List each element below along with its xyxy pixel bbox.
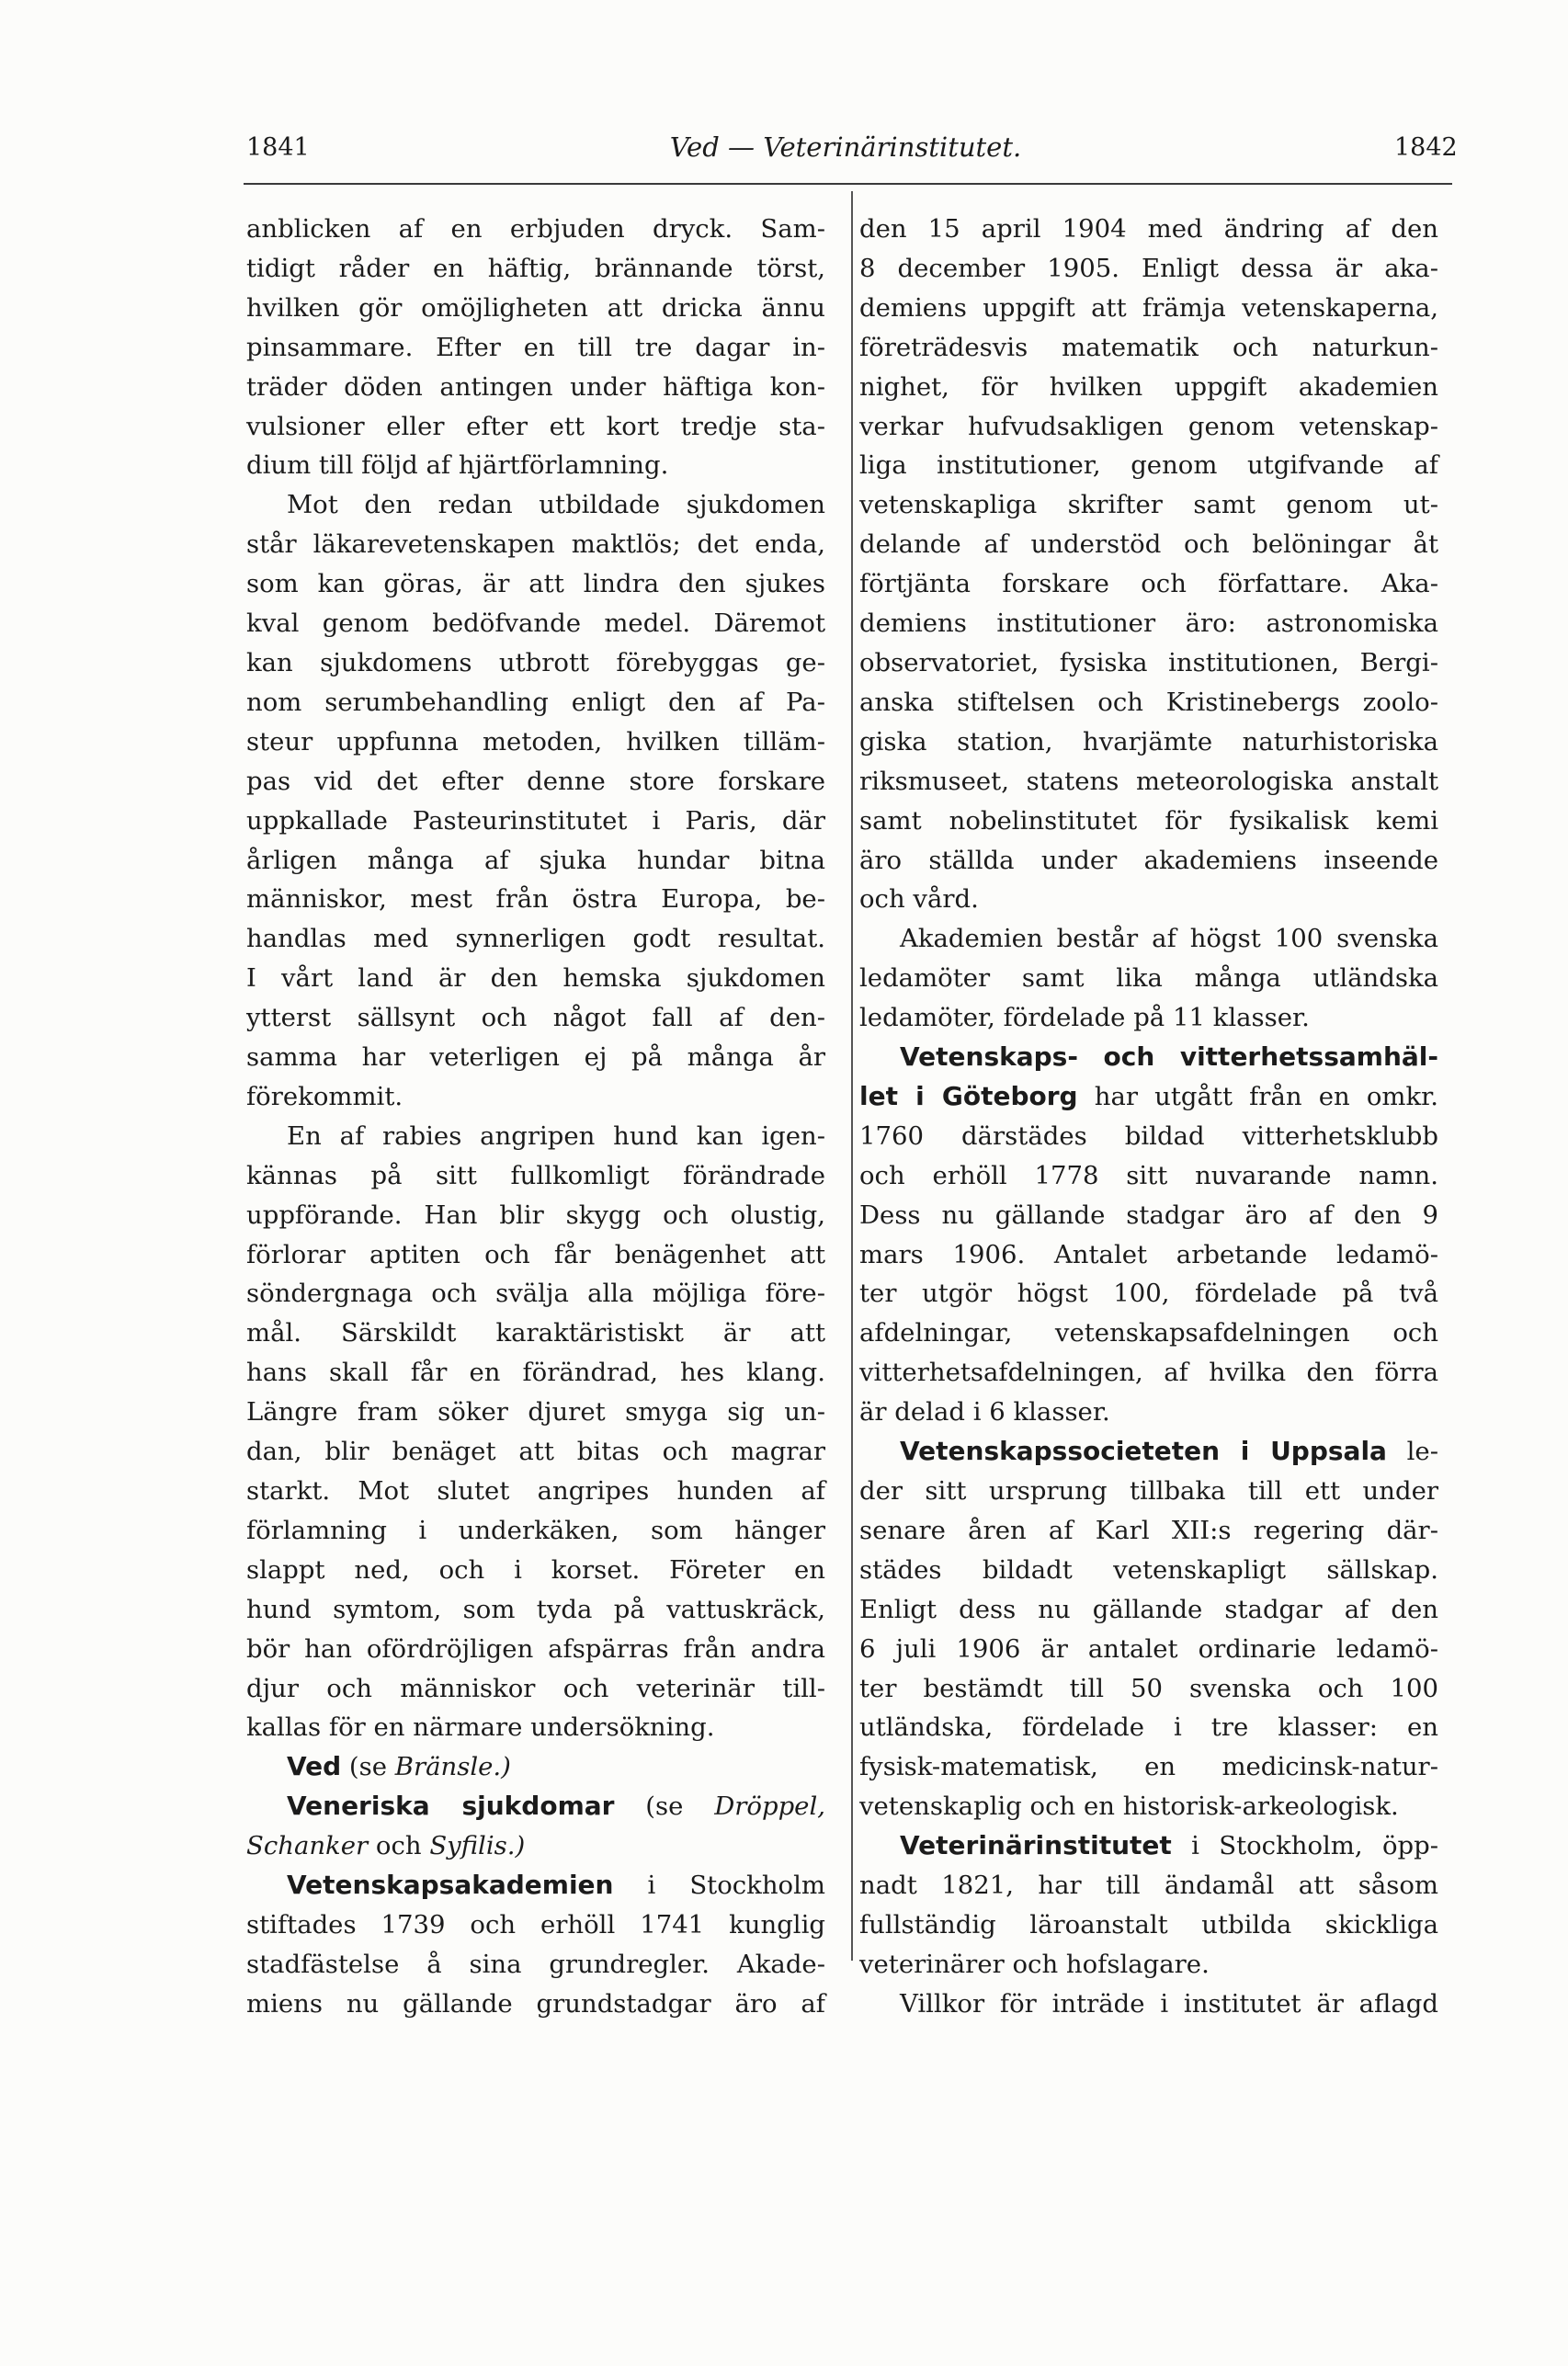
text-line: hund symtom, som tyda på vattuskräck, [246,1594,825,1624]
text-line: demiens uppgift att främja vetenskaperna, [859,292,1438,323]
text-line: kan sjukdomens utbrott förebyggas ge- [246,647,825,677]
text-line: bör han ofördröjligen afspärras från andra [246,1633,825,1664]
text-line: som kan göras, är att lindra den sjukes [246,569,825,599]
text-line: observatoriet, fysiska institutionen, Bergi- [859,647,1438,677]
text-line: stadfästelse å sina grundregler. Akade- [246,1949,825,1979]
entry-term: Ved [287,1751,342,1782]
entry-term: Vetenskapssocieteten i Uppsala [900,1436,1387,1467]
text-line: är delad i 6 klasser. [859,1397,1110,1428]
text-line: 6 juli 1906 är antalet ordinarie ledamö- [859,1633,1438,1664]
text-line: I vårt land är den hemska sjukdomen [246,963,825,994]
text-line: står läkarevetenskapen maktlös; det enda, [246,529,825,560]
text-line: Villkor för inträde i institutet är aflagd [900,1988,1438,2019]
text-line: demiens institutioner äro: astronomiska [859,609,1438,639]
text-line: människor, mest från östra Europa, be- [246,884,825,915]
text-line: hvilken gör omöjligheten att dricka ännu [246,292,825,323]
text-line: årligen många af sjuka hundar bitna [246,845,825,875]
text-line: ter utgör högst 100, fördelade på två [859,1279,1438,1309]
text-line: slappt ned, och i korset. Företer en [246,1554,825,1585]
text-line: dium till följd af hjärtförlamning. [246,450,669,481]
cross-reference: Bränsle.) [394,1752,511,1782]
text-line: Akademien består af högst 100 svenska [900,924,1438,954]
text-line: miens nu gällande grundstadgar äro af [246,1988,825,2019]
text-line: söndergnaga och svälja alla möjliga före- [246,1279,825,1309]
text-line: vetenskaplig och en historisk-arkeologisk. [859,1792,1399,1822]
text-line: handlas med synnerligen godt resultat. [246,924,825,954]
entry-term: Vetenskaps- och vitterhetssamhäl- [900,1041,1438,1073]
text-line: uppkallade Pasteurinstitutet i Paris, där [246,805,825,836]
text-line: pinsammare. Efter en till tre dagar in- [246,332,825,362]
text-line: mars 1906. Antalet arbetande ledamö- [859,1239,1438,1269]
text-line: fullständig läroanstalt utbilda skickliga [859,1909,1438,1939]
text-line: starkt. Mot slutet angripes hunden af [246,1476,825,1506]
text-line: hans skall får en förändrad, hes klang. [246,1358,825,1388]
paragraph [246,1117,825,1748]
text-line: utländska, fördelade i tre klasser: en [859,1712,1438,1743]
text-line: djur och människor och veterinär till- [246,1673,825,1703]
text-line: äro ställda under akademiens inseende [859,845,1438,875]
paragraph [859,210,1438,919]
header-rule [244,183,1452,185]
text-line: Längre fram söker djuret smyga sig un- [246,1397,825,1428]
text-line: och erhöll 1778 sitt nuvarande namn. [859,1160,1438,1190]
text-line: städes bildadt vetenskapligt sällskap. [859,1554,1438,1585]
text-line: kännas på sitt fullkomligt förändrade [246,1160,825,1190]
paragraph [859,1985,1438,2024]
text-line: pas vid det efter denne store forskare [246,766,825,796]
entry-term: Veneriska sjukdomar [287,1791,615,1822]
text-line: fysisk-matematisk, en medicinsk-natur- [859,1752,1438,1782]
entry-vetenskapsakademien: Vetenskapsakademien i Stockholm stiftades 1739 och erhöll 1741 kunglig stadfästelse å sina grundregler. Akade- miens nu gällande grundstadgar äro af [246,1866,825,2024]
text-line: verkar hufvudsakligen genom vetenskap- [859,411,1438,441]
text-line: förekommit. [246,1081,403,1111]
text-line: ytterst sällsynt och något fall af den- [246,1003,825,1033]
text-line: senare åren af Karl XII:s regering där- [859,1515,1438,1545]
entry-goteborg: Vetenskaps- och vitterhetssamhäl- let i Göteborg har utgått från en omkr. 1760 därstädes bildad vitterhetsklubb och erhöll 1778 sitt nuvarande namn. Dess nu gällande stadgar äro af den 9 mars 1906. Antalet arbetande ledamö- ter utgör högst 100, fördelade på två afdelningar, vetenskapsafdelningen och vitterhetsafdelningen, af hvilka den förra är delad i 6 klasser. [859,1038,1438,1432]
text-line: stiftades 1739 och erhöll 1741 kunglig [246,1909,825,1939]
text-line: och vård. [859,884,979,915]
text-line: företrädesvis matematik och naturkun- [859,332,1438,362]
right-column [859,210,1438,2024]
text-line: steur uppfunna metoden, hvilken tilläm- [246,726,825,756]
text-line: ter bestämdt till 50 svenska och 100 [859,1673,1438,1703]
text-line: kallas för en närmare undersökning. [246,1712,715,1743]
entry-veterinarinstitutet: Veterinärinstitutet i Stockholm, öpp- nadt 1821, har till ändamål att såsom fullständig läroanstalt utbilda skickliga veterinärer och hofslagare. [859,1826,1438,1985]
text-line: der sitt ursprung tillbaka till ett under [859,1476,1438,1506]
text-line: 8 december 1905. Enligt dessa är aka- [859,253,1438,283]
paragraph [246,210,825,485]
text-line: afdelningar, vetenskapsafdelningen och [859,1318,1438,1348]
text-line: vetenskapliga skrifter samt genom ut- [859,490,1438,520]
text-line: förlamning i underkäken, som hänger [246,1515,825,1545]
cross-reference: Schanker [246,1831,369,1861]
text-line: träder döden antingen under häftiga kon- [246,371,825,402]
text-line: En af rabies angripen hund kan igen- [287,1120,825,1151]
text-line: nighet, för hvilken uppgift akademien [859,371,1438,402]
text-line: liga institutioner, genom utgifvande af [859,450,1438,481]
text-line: förlorar aptiten och får benägenhet att [246,1239,825,1269]
text-line: nadt 1821, har till ändamål att såsom [859,1871,1438,1901]
entry-term: let i Göteborg [859,1080,1078,1111]
column-divider [851,191,853,1961]
text-line: tidigt råder en häftig, brännande törst, [246,253,825,283]
text-line: Mot den redan utbildade sjukdomen [287,490,825,520]
left-column [246,210,825,2024]
text-line: riksmuseet, statens meteorologiska anstalt [859,766,1438,796]
text-line: samma har veterligen ej på många år [246,1042,825,1073]
page-number-left: 1841 [246,133,310,162]
text-line: anska stiftelsen och Kristinebergs zoolo- [859,687,1438,717]
text-line: Dess nu gällande stadgar äro af den 9 [859,1200,1438,1230]
text-line: ledamöter, fördelade på 11 klasser. [859,1003,1310,1033]
text-line: dan, blir benäget att bitas och magrar [246,1437,825,1467]
text-line: giska station, hvarjämte naturhistoriska [859,726,1438,756]
text-line: uppförande. Han blir skygg och olustig, [246,1200,825,1230]
paragraph [246,485,825,1117]
entry-term: Veterinärinstitutet [900,1830,1172,1861]
cross-reference: Dröppel, [714,1792,825,1822]
text-line: vitterhetsafdelningen, af hvilka den förra [859,1358,1438,1388]
text-line: mål. Särskildt karaktäristiskt är att [246,1318,825,1348]
text-line: 1760 därstädes bildad vitterhetsklubb [859,1120,1438,1151]
text-line: nom serumbehandling enligt den af Pa- [246,687,825,717]
cross-reference: Syfilis.) [429,1831,526,1861]
text-line: kval genom bedöfvande medel. Däremot [246,609,825,639]
entry-uppsala: Vetenskapssocieteten i Uppsala le- der sitt ursprung tillbaka till ett under senare åren af Karl XII:s regering där- städes bildadt vetenskapligt sällskap. Enligt dess nu gällande stadgar af den 6 juli 1906 är antalet ordinarie ledamö- ter bestämdt till 50 svenska och 100 utländska, fördelade i tre klasser: en fysisk-matematisk, en medicinsk-natur- vetenskaplig och en historisk-arkeologisk. [859,1432,1438,1826]
paragraph [859,919,1438,1038]
entry-veneriska: Veneriska sjukdomar (se Dröppel, Schanker och Syfilis.) [246,1791,825,1861]
entry-term: Vetenskapsakademien [287,1870,614,1901]
text-line: anblicken af en erbjuden dryck. Sam- [246,214,825,244]
running-title: Ved — Veterinärinstitutet. [669,131,1022,163]
text-line: Enligt dess nu gällande stadgar af den [859,1594,1438,1624]
text-line: samt nobelinstitutet för fysikalisk kemi [859,805,1438,836]
text-line: delande af understöd och belöningar åt [859,529,1438,560]
text-line: ledamöter samt lika många utländska [859,963,1438,994]
text-line: den 15 april 1904 med ändring af den [859,214,1438,244]
entry-ved: Ved (se Bränsle.) [287,1751,511,1782]
text-line: förtjänta forskare och författare. Aka- [859,569,1438,599]
text-line: vulsioner eller efter ett kort tredje sta- [246,411,825,441]
text-line: veterinärer och hofslagare. [859,1949,1210,1979]
page-number-right: 1842 [1394,133,1458,162]
